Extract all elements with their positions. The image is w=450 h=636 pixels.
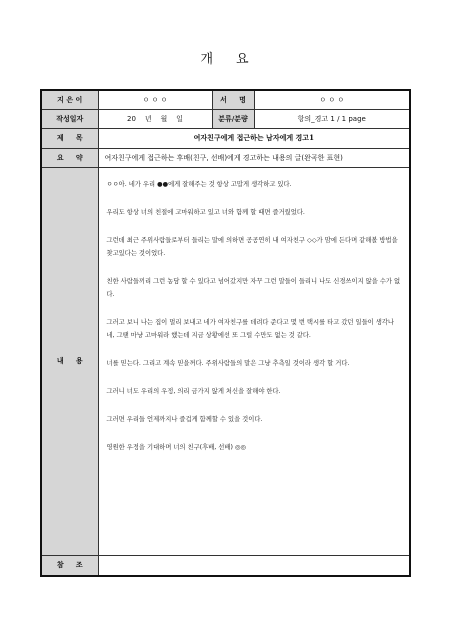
date-label: 작성일자 <box>41 109 98 128</box>
author-row <box>41 90 410 109</box>
content-label: 내 용 <box>41 167 98 555</box>
signature-label: 서 명 <box>212 90 254 109</box>
document-title <box>0 48 450 67</box>
summary-value: 여자친구에게 접근하는 후배(친구, 선배)에게 경고하는 내용의 글(완곡한 표현) <box>98 148 410 167</box>
content-paragraph: ㅇㅇ아. 네가 우리 ●●에게 잘해주는 것 항상 고맙게 생각하고 있다. <box>106 180 292 188</box>
content-paragraph: 친한 사람들끼리 그런 농담 할 수 있다고 넘어갔지만 자꾸 그런 말들이 들리니 나도 신경쓰이지 않을 수가 없다. <box>106 277 401 298</box>
summary-label: 요 약 <box>41 148 98 167</box>
subject-value: 여자친구에게 접근하는 남자에게 경고1 <box>98 128 410 148</box>
signature-value: ㅇ ㅇ ㅇ <box>254 90 410 109</box>
document-title-left: 개 <box>200 52 214 67</box>
category-value: 항의_경고 1 / 1 page <box>254 109 410 128</box>
document-title-right: 요 <box>236 52 250 67</box>
category-label: 분류/분량 <box>212 109 254 128</box>
content-row <box>41 167 410 555</box>
summary-row <box>41 148 410 167</box>
content-paragraph: 그런데 최근 주위사람들로부터 들리는 말에 의하면 공공연히 내 여자친구 ◇◇가 맘에 든다며 같해볼 방법을 찾고있다는 것이었다. <box>106 236 400 257</box>
date-row <box>41 109 410 128</box>
content-paragraph: 그러니 너도 우리의 우정, 의리 금가지 않게 처신을 잘해야 한다. <box>106 387 281 395</box>
date-value: 20 년 월 일 <box>98 109 212 128</box>
subject-label: 제 목 <box>41 128 98 148</box>
content-paragraph: 그러면 우리들 언제까지나 즐겁게 함께할 수 있을 것이다. <box>106 415 263 423</box>
subject-row <box>41 128 410 148</box>
reference-row <box>41 555 410 576</box>
content-paragraph: 영원한 우정을 기대하며 너의 친구(후배, 선배) ◎◎ <box>106 443 246 451</box>
overview-form-table <box>40 89 411 577</box>
reference-value <box>98 555 410 576</box>
author-value: ㅇ ㅇ ㅇ <box>98 90 212 109</box>
content-paragraph: 그러고 보니 나는 집이 멀리 보내고 네가 여자친구를 데려다 준다고 몇 번 택시를 타고 갔던 일들이 생각나네, 그땐 마냥 고마워라 했는데 지금 상황에선 또 그럴 수만도 없는 것 같다. <box>106 318 395 339</box>
reference-label: 참 조 <box>41 555 98 576</box>
content-paragraph: 우리도 항상 너의 친절에 고마워하고 있고 너와 함께 할 때면 즐거웠었다. <box>106 208 305 216</box>
author-label: 지 은 이 <box>41 90 98 109</box>
content-body <box>98 167 410 555</box>
content-paragraph: 너를 믿는다. 그리고 계속 믿을꺼다. 주위사람들의 말은 그냥 추측일 것이라 생각 할 거다. <box>106 359 350 367</box>
